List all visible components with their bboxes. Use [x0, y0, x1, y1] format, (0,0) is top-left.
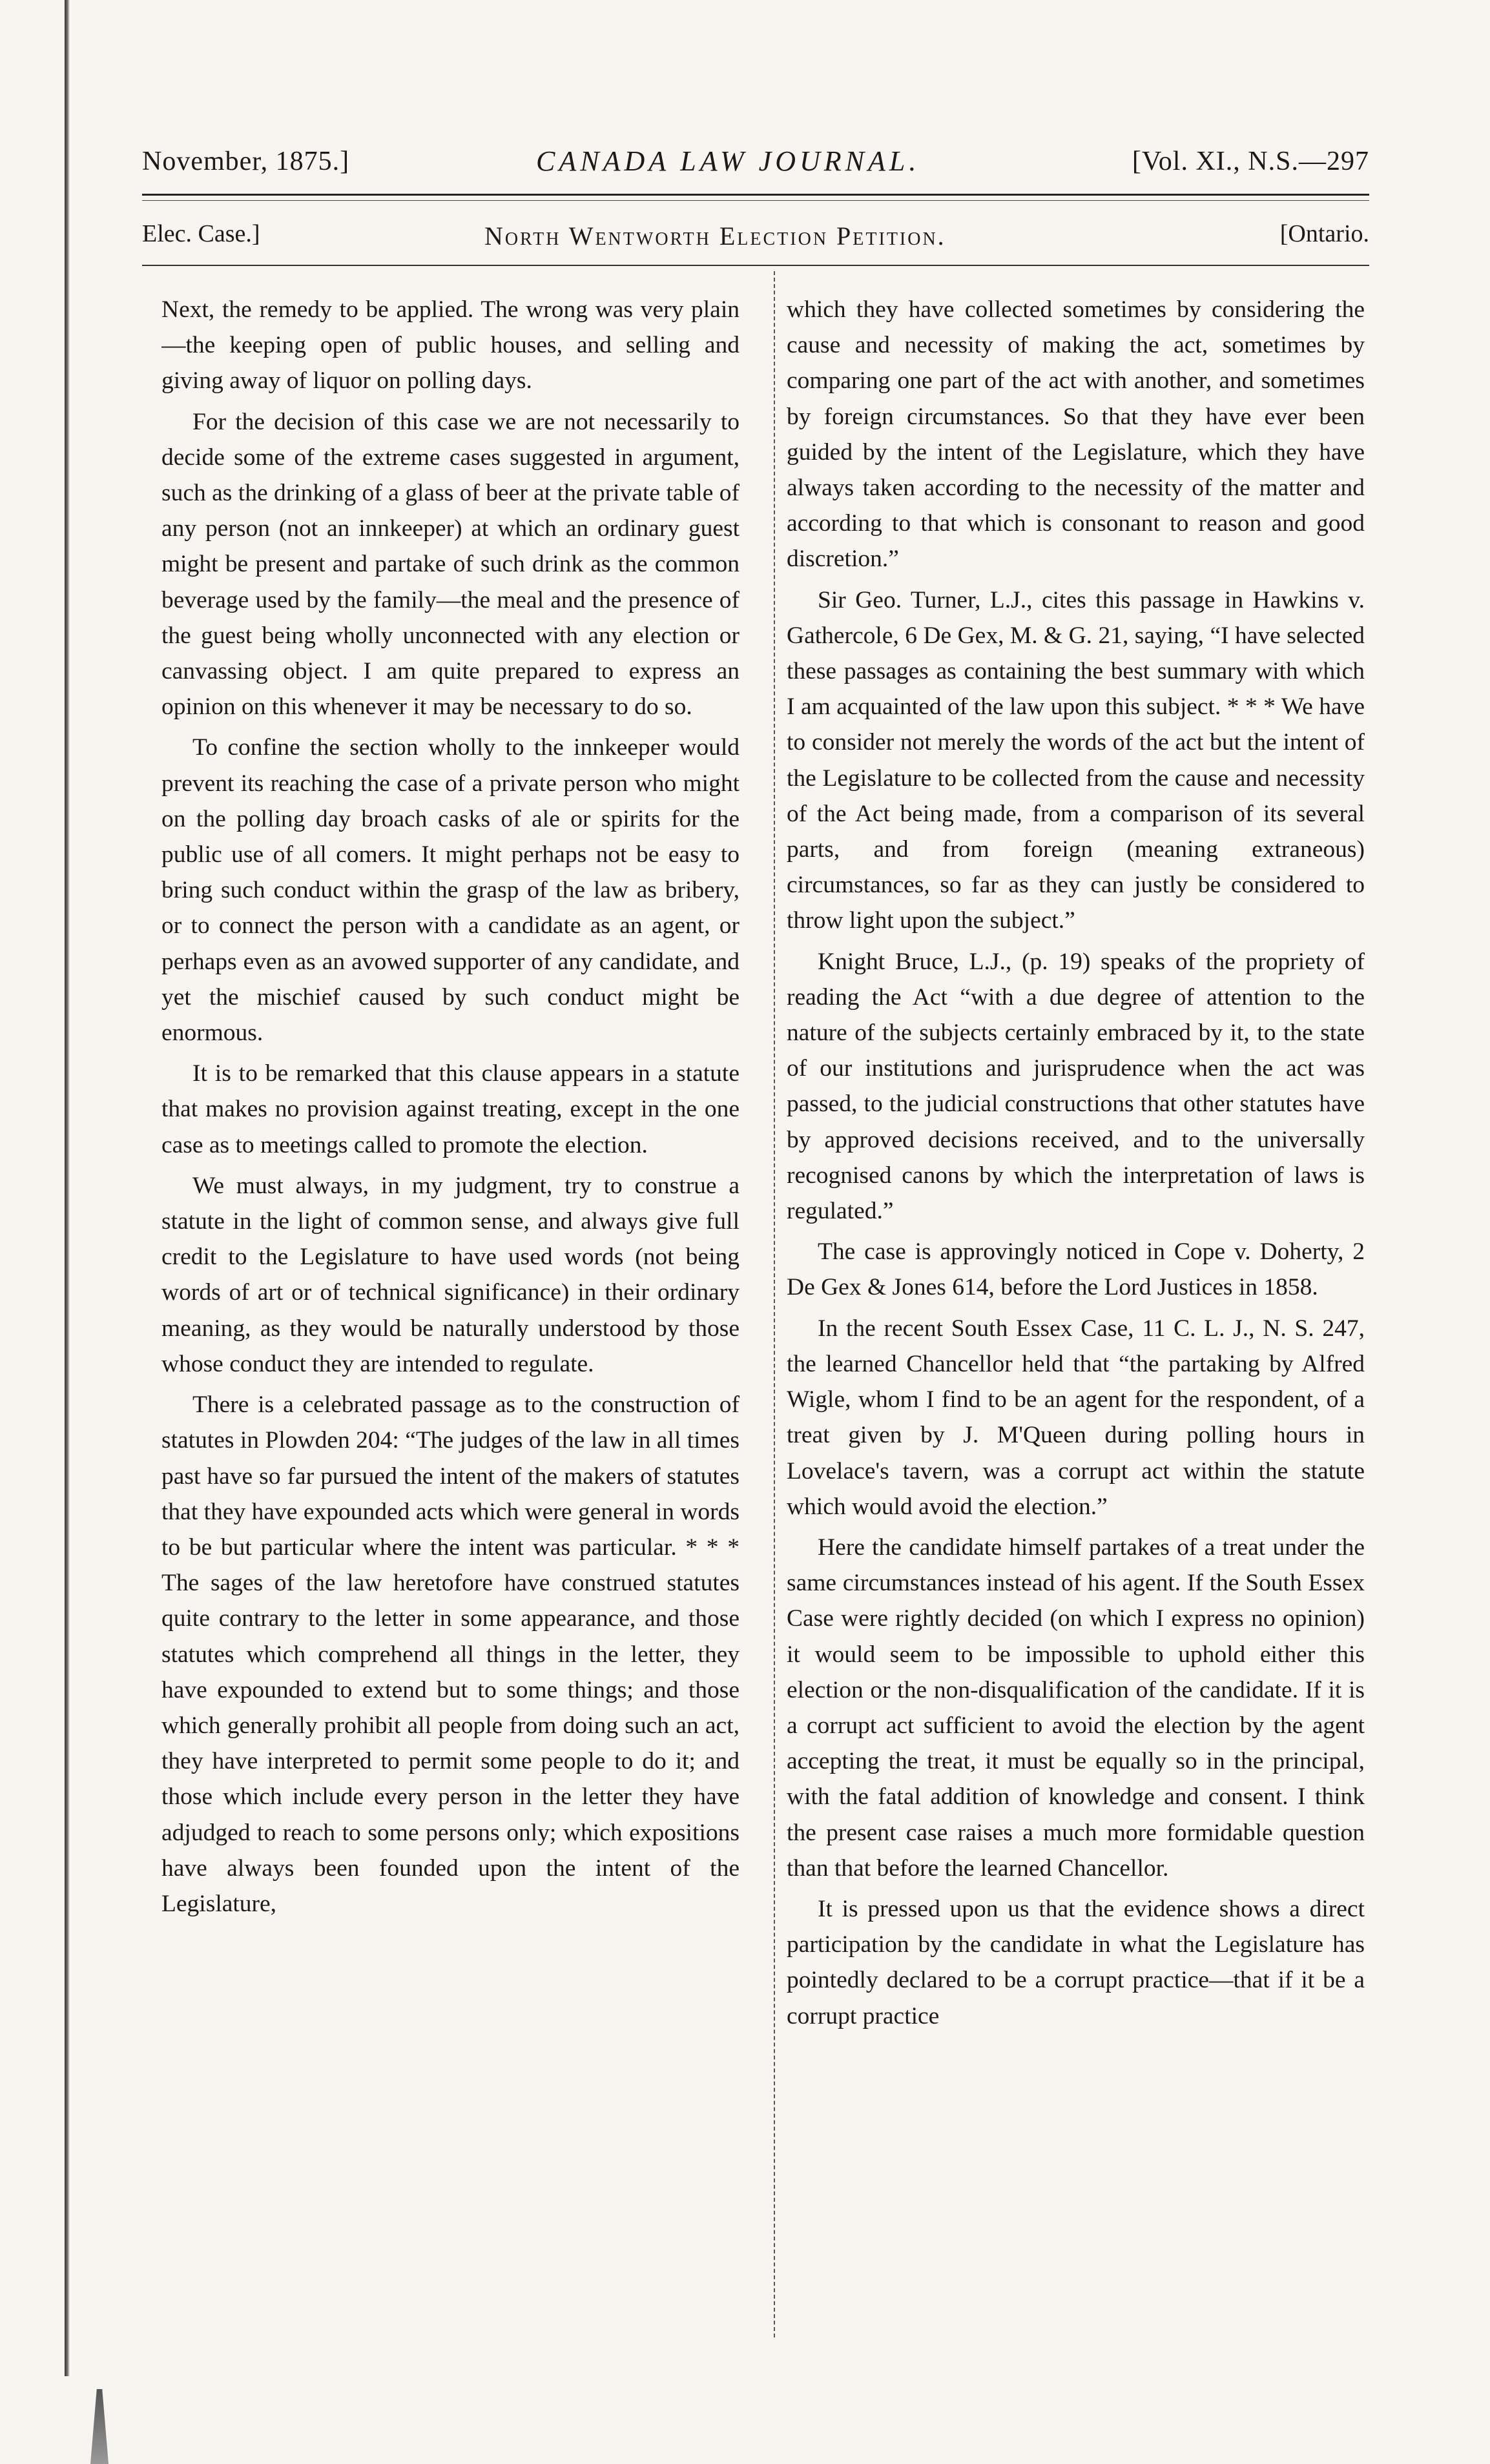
paragraph: In the recent South Essex Case, 11 C. L. J., N. S. 247, the learned Chancellor held that “the partaking by Alfred Wigle, whom I find to be an agent for the respondent, of a treat given by J. M'Queen during polling hours in Lovelace's tavern, was a corrupt act within the statute which would avoid the election.”	[787, 1315, 1365, 1520]
left-column	[161, 292, 740, 2358]
paragraph: There is a celebrated passage as to the construction of statutes in Plowden 204: “The judges of the law in all times past have so far pursued the intent of the makers of statutes that they have expounded acts which were general in words to be but particular where the intent was particular. * * * The sages of the law heretofore have construed statutes quite contrary to the letter in some appearance, and those statutes which comprehend all things in the letter, they have expounded to extend but to some things; and those which generally prohibit all people from doing such an act, they have interpreted to permit some people to do it; and those which include every person in the letter they have adjudged to reach to some persons only; which expositions have always been founded upon the intent of the Legislature,	[161, 1391, 740, 1917]
paragraph: Here the candidate himself partakes of a treat under the same circumstances instead of his agent. If the South Essex Case were rightly decided (on which I express no opinion) it would seem to be impossible to uphold either this election or the non-disqualification of the candidate. If it is a corrupt act sufficient to avoid the election by the agent accepting the treat, it must be equally so in the principal, with the fatal addition of knowledge and consent. I think the present case raises a much more formidable question than that before the learned Chancellor.	[787, 1534, 1365, 1882]
case-title: North Wentworth Election Petition.	[484, 221, 946, 251]
paragraph: For the decision of this case we are not necessarily to decide some of the extreme cases suggested in argument, such as the drinking of a glass of beer at the private table of any person (not an innkeeper) at which an ordinary guest might be present and partake of such drink as the common beverage used by the family—the meal and the presence of the guest being wholly unconnected with any election or canvassing object. I am quite prepared to express an opinion on this whenever it may be necessary to do so.	[161, 408, 740, 721]
paragraph: To confine the section wholly to the innkeeper would prevent its reaching the case of a private person who might on the polling day broach casks of ale or spirits for the public use of all comers. It might perhaps not be easy to bring such conduct within the grasp of the law as bribery, or to connect the person with a candidate as an agent, or perhaps even as an avowed supporter of any candidate, and yet the mischief caused by such conduct might be enormous.	[161, 734, 740, 1047]
paragraph: It is pressed upon us that the evidence shows a direct participation by the candidate in what the Legislature has pointedly declared to be a corrupt practice—that if it be a corrupt practice	[787, 1895, 1365, 2029]
column-divider	[774, 271, 775, 2337]
paragraph: Sir Geo. Turner, L.J., cites this passage in Hawkins v. Gathercole, 6 De Gex, M. & G. 21, saying, “I have selected these passages as containing the best summary with which I am acquainted of the law upon this subject. * * * We have to consider not merely the words of the act but the intent of the Legislature to be collected from the cause and necessity of the Act being made, from a comparison of its several parts, and from foreign (meaning extraneous) circumstances, so far as they can justly be considered to throw light upon the subject.”	[787, 586, 1365, 934]
volume-page: [Vol. XI., N.S.—297	[1132, 147, 1369, 176]
paragraph: The case is approvingly noticed in Cope v. Doherty, 2 De Gex & Jones 614, before the Lord Justices in 1858.	[787, 1238, 1365, 1301]
case-header-rule	[142, 265, 1369, 266]
running-header	[142, 141, 1369, 186]
paragraph: which they have collected sometimes by considering the cause and necessity of making the act, sometimes by comparing one part of the act with another, and sometimes by foreign circumstances. So that they have ever been guided by the intent of the Legislature, which they have always taken according to the necessity of the matter and according to that which is consonant to reason and good discretion.”	[787, 296, 1365, 573]
case-header	[142, 217, 1369, 256]
paragraph: It is to be remarked that this clause appears in a statute that makes no provision against treating, except in the one case as to meetings called to promote the election.	[161, 1060, 740, 1158]
paragraph: Knight Bruce, L.J., (p. 19) speaks of the propriety of reading the Act “with a due degree of attention to the nature of the subjects certainly embraced by it, to the state of our institutions and jurisprudence when the act was passed, to the judicial constructions that other statutes have by approved decisions received, and to the universally recognised canons by which the interpretation of laws is regulated.”	[787, 948, 1365, 1225]
paragraph: Next, the remedy to be applied. The wrong was very plain—the keeping open of public houses, and selling and giving away of liquor on polling days.	[161, 296, 740, 395]
right-column	[787, 292, 1365, 2358]
page-binding-tail	[90, 2389, 109, 2464]
page-binding-edge	[65, 0, 70, 2376]
journal-title: CANADA LAW JOURNAL.	[536, 145, 920, 177]
issue-date: November, 1875.]	[142, 147, 350, 176]
header-rule-thick	[142, 194, 1369, 196]
case-section: Elec. Case.]	[142, 220, 260, 247]
paragraph: We must always, in my judgment, try to construe a statute in the light of common sense, and always give full credit to the Legislature to have used words (not being words of art or of technical significance) in their ordinary meaning, as they would be naturally understood by those whose conduct they are intended to regulate.	[161, 1172, 740, 1377]
header-rule-thin	[142, 200, 1369, 201]
case-jurisdiction: [Ontario.	[1279, 220, 1369, 247]
